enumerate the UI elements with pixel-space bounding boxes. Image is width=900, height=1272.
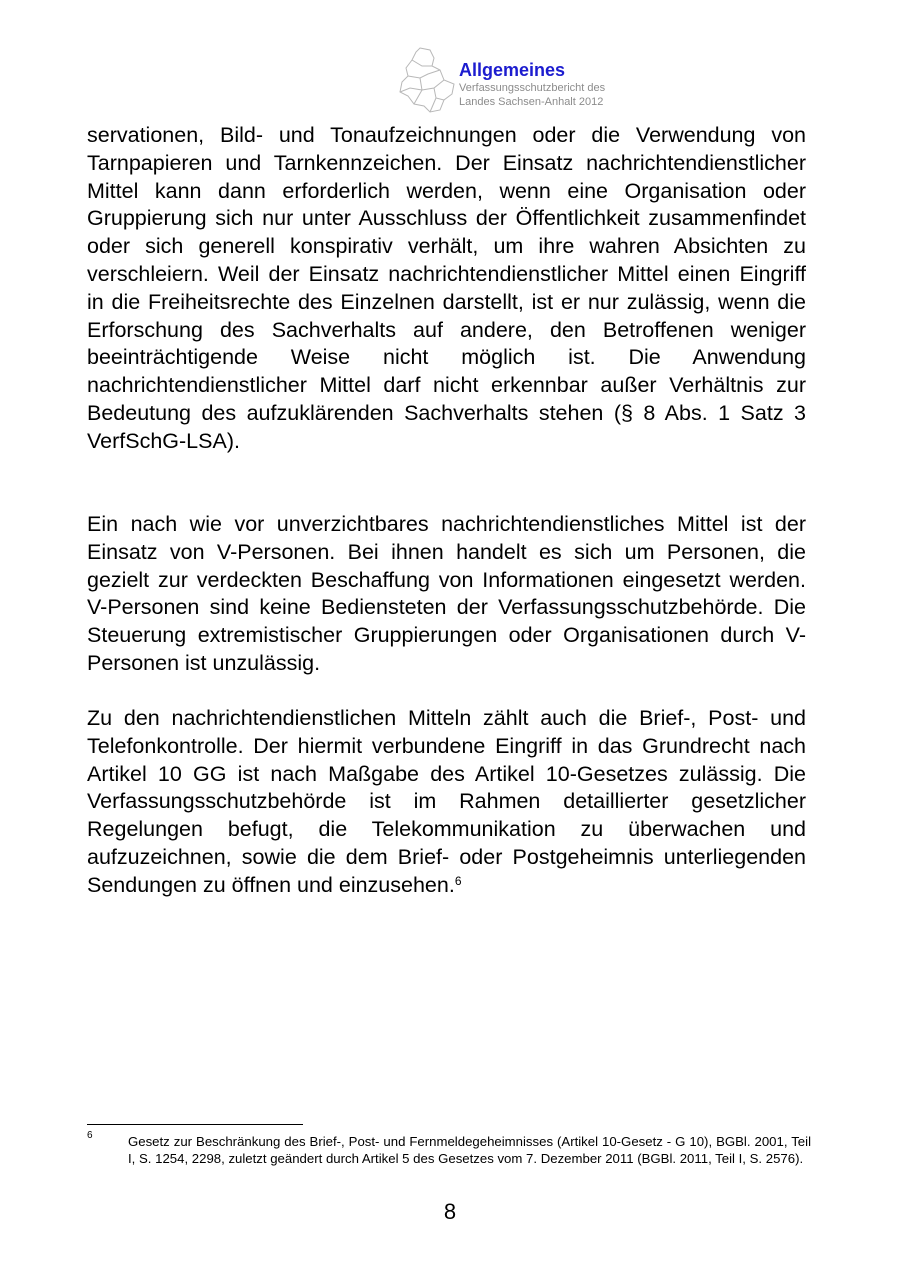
footnote-text: Gesetz zur Beschränkung des Brief-, Post- und Fernmeldegeheimnisses (Artikel 10-Gesetz - G 10), BGBl. 2001, Teil I, S. 1254, 2298, zuletzt geändert durch Artikel 5 des Gesetzes vom 7. Dezember 2011 (BGBl. 2011, Teil I, S. 2576). (128, 1134, 811, 1166)
page-header (396, 46, 656, 116)
page-number: 8 (443, 1199, 457, 1224)
paragraph-1 (87, 122, 806, 456)
paragraph-1-text: servationen, Bild- und Tonaufzeichnungen oder die Verwendung von Tarnpapieren und Tarnkennzeichen. Der Einsatz nachrichtendienstlicher Mittel kann dann erforderlich werden, wenn eine Organisation oder Gruppierung sich nur unter Ausschluss der Öffentlichkeit zusammenfindet oder sich generell konspirativ verhält, um ihre wahren Absichten zu verschleiern. Weil der Einsatz nachrichtendienstlicher Mittel einen Eingriff in die Freiheitsrechte des Einzelnen darstellt, ist er nur zulässig, wenn die Erforschung des Sachverhalts auf andere, den Betroffenen weniger beeinträchtigende Weise nicht möglich ist. Die Anwendung nachrichtendienstlicher Mittel darf nicht erkennbar außer Verhältnis zur Bedeutung des aufzuklärenden Sachverhalts stehen (§ 8 Abs. 1 Satz 3 VerfSchG-LSA). (87, 123, 806, 453)
header-title: Allgemeines (459, 60, 566, 80)
header-subtitle-line1: Verfassungsschutzbericht des (459, 82, 606, 94)
footnote-number: 6 (87, 1130, 93, 1141)
footnote-divider (87, 1124, 303, 1125)
sachsen-anhalt-map-icon (396, 46, 458, 114)
footnote-reference[interactable]: 6 (454, 873, 462, 888)
paragraph-3-text: Zu den nachrichtendienstlichen Mitteln zählt auch die Brief-, Post- und Telefonkontrolle. Der hiermit verbundene Eingriff in das Grundrecht nach Artikel 10 GG ist nach Maßgabe des Artikel 10-Gesetzes zulässig. Die Verfassungsschutzbehörde ist im Rahmen detaillierter gesetzlicher Regelungen befugt, die Telekommunikation zu überwachen und aufzuzeichnen, sowie die dem Brief- oder Postgeheimnis unterliegenden Sendungen zu öffnen und einzusehen. (87, 706, 806, 897)
paragraph-2 (87, 511, 806, 678)
paragraph-2-text: Ein nach wie vor unverzichtbares nachrichtendienstliches Mittel ist der Einsatz von V-Personen. Bei ihnen handelt es sich um Personen, die gezielt zur verdeckten Beschaffung von Informationen eingesetzt werden. V-Personen sind keine Bediensteten der Verfassungsschutzbehörde. Die Steuerung extremistischer Gruppierungen oder Organisationen durch V-Personen ist unzulässig. (87, 512, 806, 675)
paragraph-3 (87, 705, 806, 900)
header-subtitle-line2: Landes Sachsen-Anhalt 2012 (459, 96, 604, 108)
